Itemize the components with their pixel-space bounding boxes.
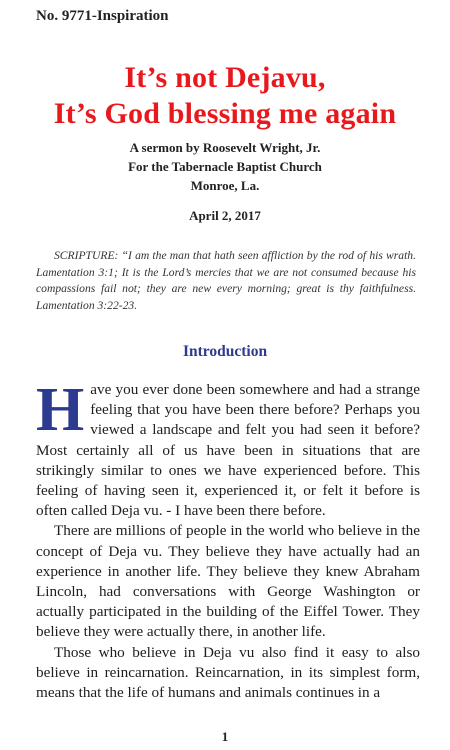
paragraph-3: Those who believe in Deja vu also find it easy to also believe in reincarnation. Reincarnation, in its simplest form, means that the life of humans and animals continues in a xyxy=(36,643,420,702)
paragraph-1 xyxy=(36,376,420,521)
paragraph-2: There are millions of people in the world who believe in the concept of Deja vu. They believe they have actually had an experience in another life. They believe they knew Abraham Lincoln, had conversations with George Washington or actually participated in the building of the Eiffel Tower. They believe they were actually there, in another life. xyxy=(36,522,420,641)
byline-location: Monroe, La. xyxy=(190,178,260,193)
section-heading: Introduction xyxy=(182,343,268,360)
byline-church: For the Tabernacle Baptist Church xyxy=(128,159,322,174)
sermon-date: April 2, 2017 xyxy=(189,208,261,223)
page-number: 1 xyxy=(221,729,229,744)
issue-number: No. 9771-Inspiration xyxy=(36,8,169,24)
paragraph-1-text: ave you ever done been somewhere and had a strange feeling that you have been there before? Perhaps you viewed a landscape and felt you had seen it before? Most certainly all of us have been in situations that are strikingly similar to ones we have experienced before. This feeling of having seen it, experienced it, or felt it before is often called Deja vu. - I have been there before. xyxy=(36,381,420,520)
drop-cap: H xyxy=(36,376,85,444)
body-text xyxy=(36,376,420,703)
scripture-passage: SCRIPTURE: “I am the man that hath seen affliction by the rod of his wrath. Lamentation 3:1; It is the Lord’s mercies that we are not consumed because his compassions fail not; they are new every morning; great is thy faithfulness. Lamentation 3:22-23. xyxy=(36,249,416,312)
sermon-title-line-2: It’s God blessing me again xyxy=(53,97,397,130)
byline xyxy=(0,138,450,195)
byline-author: A sermon by Roosevelt Wright, Jr. xyxy=(129,140,321,155)
sermon-title xyxy=(0,60,450,132)
sermon-title-line-1: It’s not Dejavu, xyxy=(124,61,326,94)
